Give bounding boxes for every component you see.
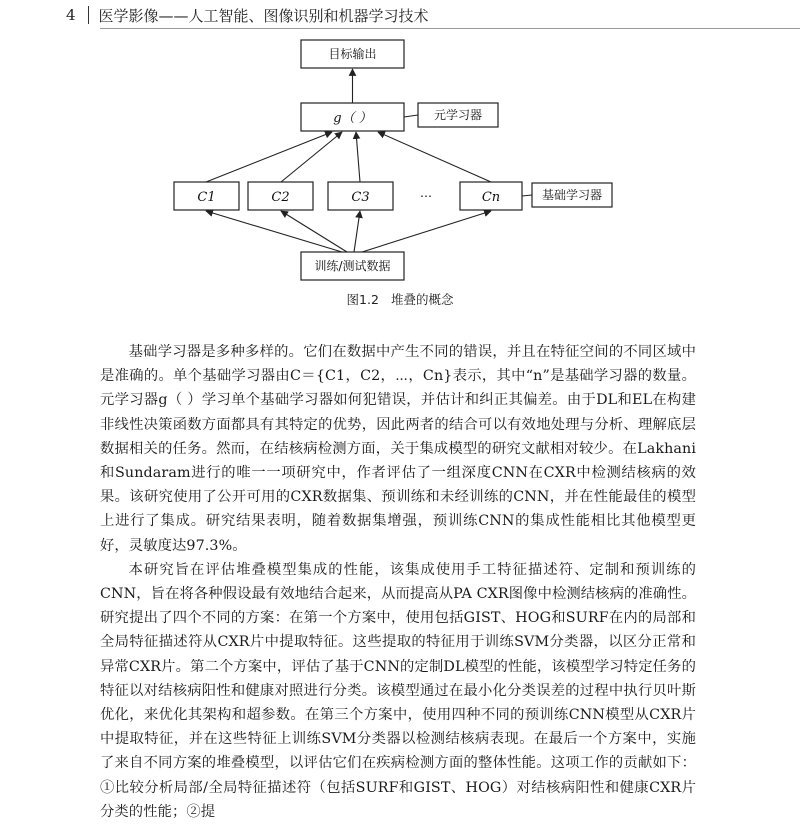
arrow-c2-to-meta (281, 132, 342, 182)
stacking-diagram (0, 0, 800, 290)
connector-meta-tag (404, 115, 418, 117)
arrow-data-to-c2 (281, 211, 347, 252)
caption-number: 图1.2 (346, 292, 379, 307)
arrow-cn-to-meta (378, 132, 491, 182)
paragraph-2: 本研究旨在评估堆叠模型集成的性能，该集成使用手工特征描述符、定制和预训练的CNN，旨在将各种假设最有效地结合起来，从而提高从PA CXR图像中检测结核病的准确性。研究提出了四个不同的方案：在第一个方案中，使用包括GIST、HOG和SURF在内的局部和全局特征描述符从CXR片中提取特征。这些提取的特征用于训练SVM分类器，以区分正常和异常CXR片。第二个方案中，评估了基于CNN的定制DL模型的性能，该模型学习特定任务的特征以对结核病阳性和健康对照进行分类。该模型通过在最小化分类误差的过程中执行贝叶斯优化，来优化其架构和超参数。在第三个方案中，使用四种不同的预训练CNN模型从CXR片中提取特征，并在这些特征上训练SVM分类器以检测结核病表现。在最后一个方案中，实施了来自不同方案的堆叠模型，以评估它们在疾病检测方面的整体性能。这项工作的贡献如下：①比较分析局部/全局特征描述符（包括SURF和GIST、HOG）对结核病阳性和健康CXR片分类的性能；②提 (100, 561, 696, 820)
page-number: 4 (66, 6, 76, 24)
arrow-c3-to-meta (356, 132, 360, 182)
connector-base-tag (522, 195, 532, 196)
arrow-data-to-c1 (206, 211, 342, 252)
arrow-c1-to-meta (206, 132, 332, 182)
meta-learner-tag: 元学习器 (433, 108, 483, 122)
base-learner-label-1: C1 (197, 190, 216, 205)
base-learner-label-3: C3 (351, 190, 370, 205)
ellipsis: … (420, 186, 432, 200)
figure-caption (0, 290, 800, 308)
book-title: 医学影像——人工智能、图像识别和机器学习技术 (98, 6, 429, 25)
base-learner-label-2: C2 (271, 190, 290, 205)
meta-function-label: g（ ） (333, 111, 372, 126)
arrow-data-to-c3 (354, 211, 360, 252)
arrow-data-to-cn (362, 211, 491, 252)
base-learner-label-n: Cn (481, 190, 501, 205)
body-text (100, 340, 696, 824)
data-label: 训练/测试数据 (314, 259, 391, 273)
caption-text: 堆叠的概念 (390, 292, 454, 307)
paragraph-1: 基础学习器是多种多样的。它们在数据中产生不同的错误，并且在特征空间的不同区域中是准确的。单个基础学习器由C＝{C1，C2，⋯，Cn}表示，其中“n”是基础学习器的数量。元学习器g（ ）学习单个基础学习器如何犯错误，并估计和纠正其偏差。由于DL和EL在构建非线性决策函数方面都具有其特定的优势，因此两者的结合可以有效地处理与分析、理解底层数据相关的任务。然而，在结核病检测方面，关于集成模型的研究文献相对较少。在Lakhani和Sundaram进行的唯一一项研究中，作者评估了一组深度CNN在CXR中检测结核病的效果。该研究使用了公开可用的CXR数据集、预训练和未经训练的CNN，并在性能最佳的模型上进行了集成。研究结果表明，随着数据集增强，预训练CNN的集成性能相比其他模型更好，灵敏度达97.3%。 (100, 344, 696, 554)
output-label: 目标输出 (328, 47, 377, 61)
base-learner-tag: 基础学习器 (541, 188, 603, 202)
